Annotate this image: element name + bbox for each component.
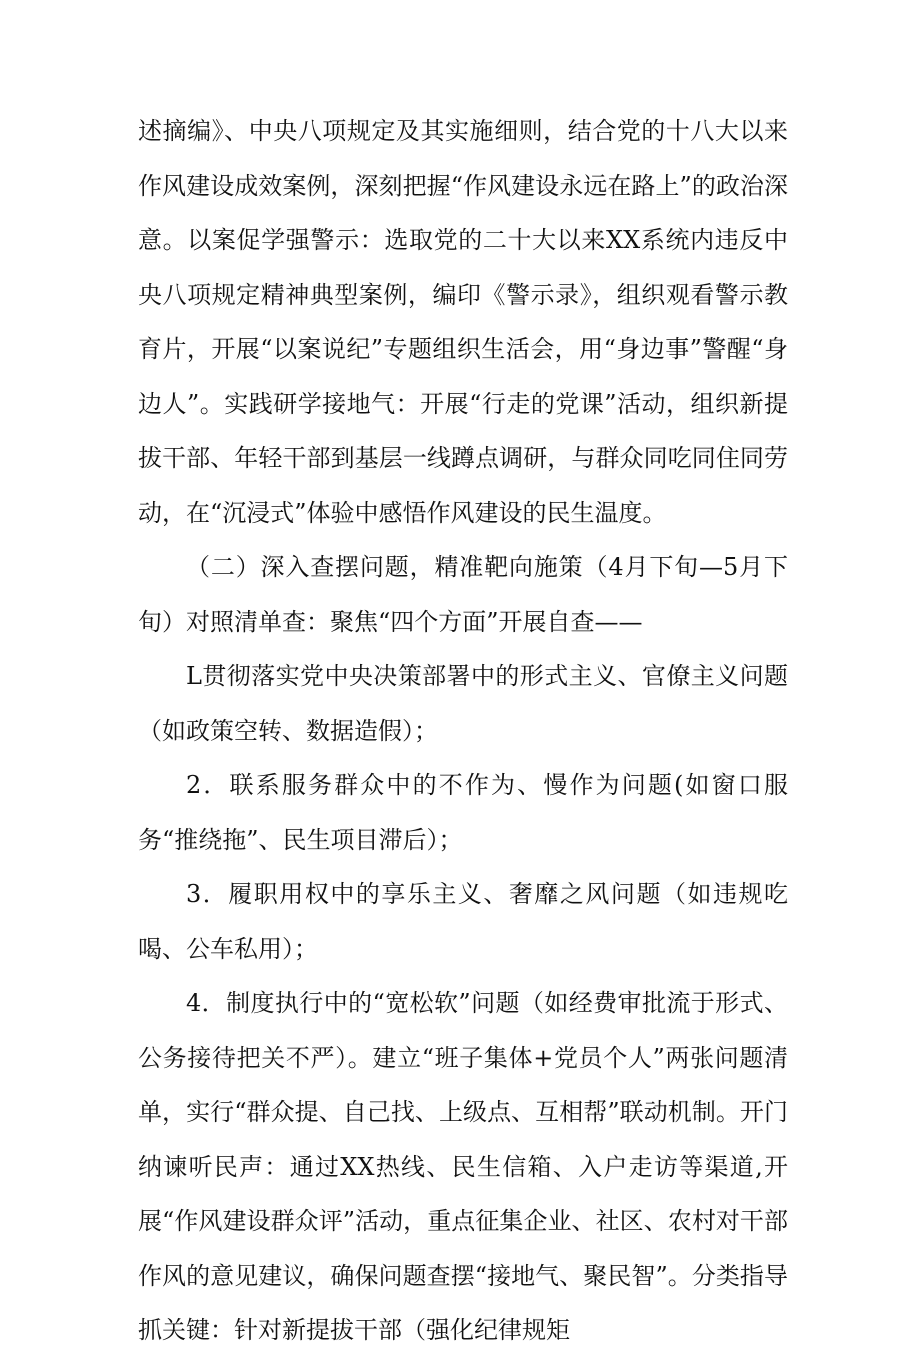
paragraph-item-2: 2．联系服务群众中的不作为、慢作为问题(如窗口服务“推绕拖”、民生项目滞后）； bbox=[138, 771, 788, 854]
paragraph-item-3: 3．履职用权中的享乐主义、奢靡之风问题（如违规吃喝、公车私用）； bbox=[138, 880, 788, 963]
paragraph-item-1: L贯彻落实党中央决策部署中的形式主义、官僚主义问题（如政策空转、数据造假）； bbox=[138, 662, 788, 745]
document-body bbox=[138, 104, 788, 1358]
paragraph-section-two-heading: （二）深入查摆问题，精准靶向施策（4月下旬—5月下旬）对照清单查：聚焦“四个方面”开展自查—— bbox=[138, 553, 788, 636]
paragraph-study-continuation: 述摘编》、中央八项规定及其实施细则，结合党的十八大以来作风建设成效案例，深刻把握“作风建设永远在路上”的政治深意。以案促学强警示：选取党的二十大以来XX系统内违反中央八项规定精神典型案例，编印《警示录》，组织观看警示教育片，开展“以案说纪”专题组织生活会，用“身边事”警醒“身边人”。实践研学接地气：开展“行走的党课”活动，组织新提拔干部、年轻干部到基层一线蹲点调研，与群众同吃同住同劳动，在“沉浸式”体验中感悟作风建设的民生温度。 bbox=[138, 117, 788, 527]
paragraph-item-4: 4．制度执行中的“宽松软”问题（如经费审批流于形式、公务接待把关不严）。建立“班子集体+党员个人”两张问题清单，实行“群众提、自己找、上级点、互相帮”联动机制。开门纳谏听民声：通过XX热线、民生信箱、入户走访等渠道,开展“作风建设群众评”活动，重点征集企业、社区、农村对干部作风的意见建议，确保问题查摆“接地气、聚民智”。分类指导抓关键：针对新提拔干部（强化纪律规矩 bbox=[138, 989, 788, 1344]
